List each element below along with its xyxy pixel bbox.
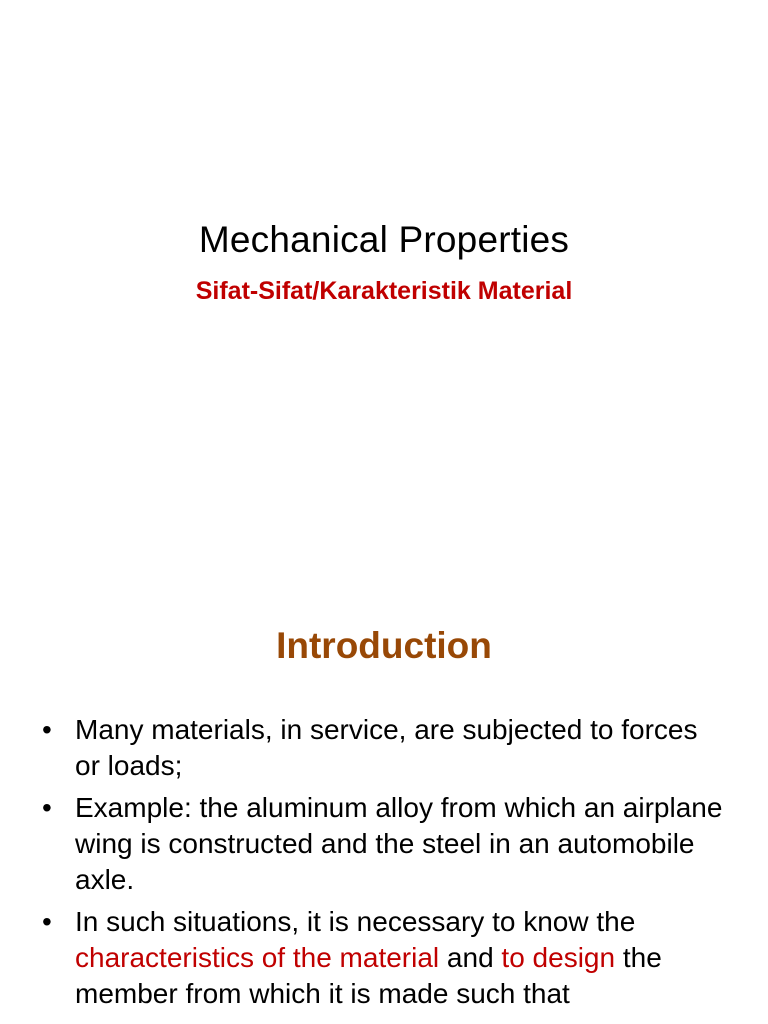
emphasis-to-design: to design: [501, 942, 616, 973]
bullet-item: [40, 790, 730, 898]
bullet-list: [40, 712, 730, 1018]
bullet-item: [40, 904, 730, 1012]
bullet-text: In such situations, it is necessary to know the: [75, 906, 636, 937]
bullet-text: Example: the aluminum alloy from which an airplane wing is constructed and the steel in an automobile axle.: [75, 792, 723, 895]
slide-title: Mechanical Properties: [198, 219, 570, 260]
introduction-slide: [0, 576, 768, 1024]
introduction-heading: Introduction: [276, 625, 492, 666]
slide-subtitle: Sifat-Sifat/Karakteristik Material: [195, 277, 573, 305]
emphasis-characteristics: characteristics of the material: [75, 942, 440, 973]
bullet-text: the member from which it is made such that: [75, 942, 662, 1009]
bullet-item: [40, 712, 730, 784]
bullet-text: Many materials, in service, are subjected to forces or loads;: [75, 714, 698, 781]
bullet-text: and: [439, 942, 502, 973]
